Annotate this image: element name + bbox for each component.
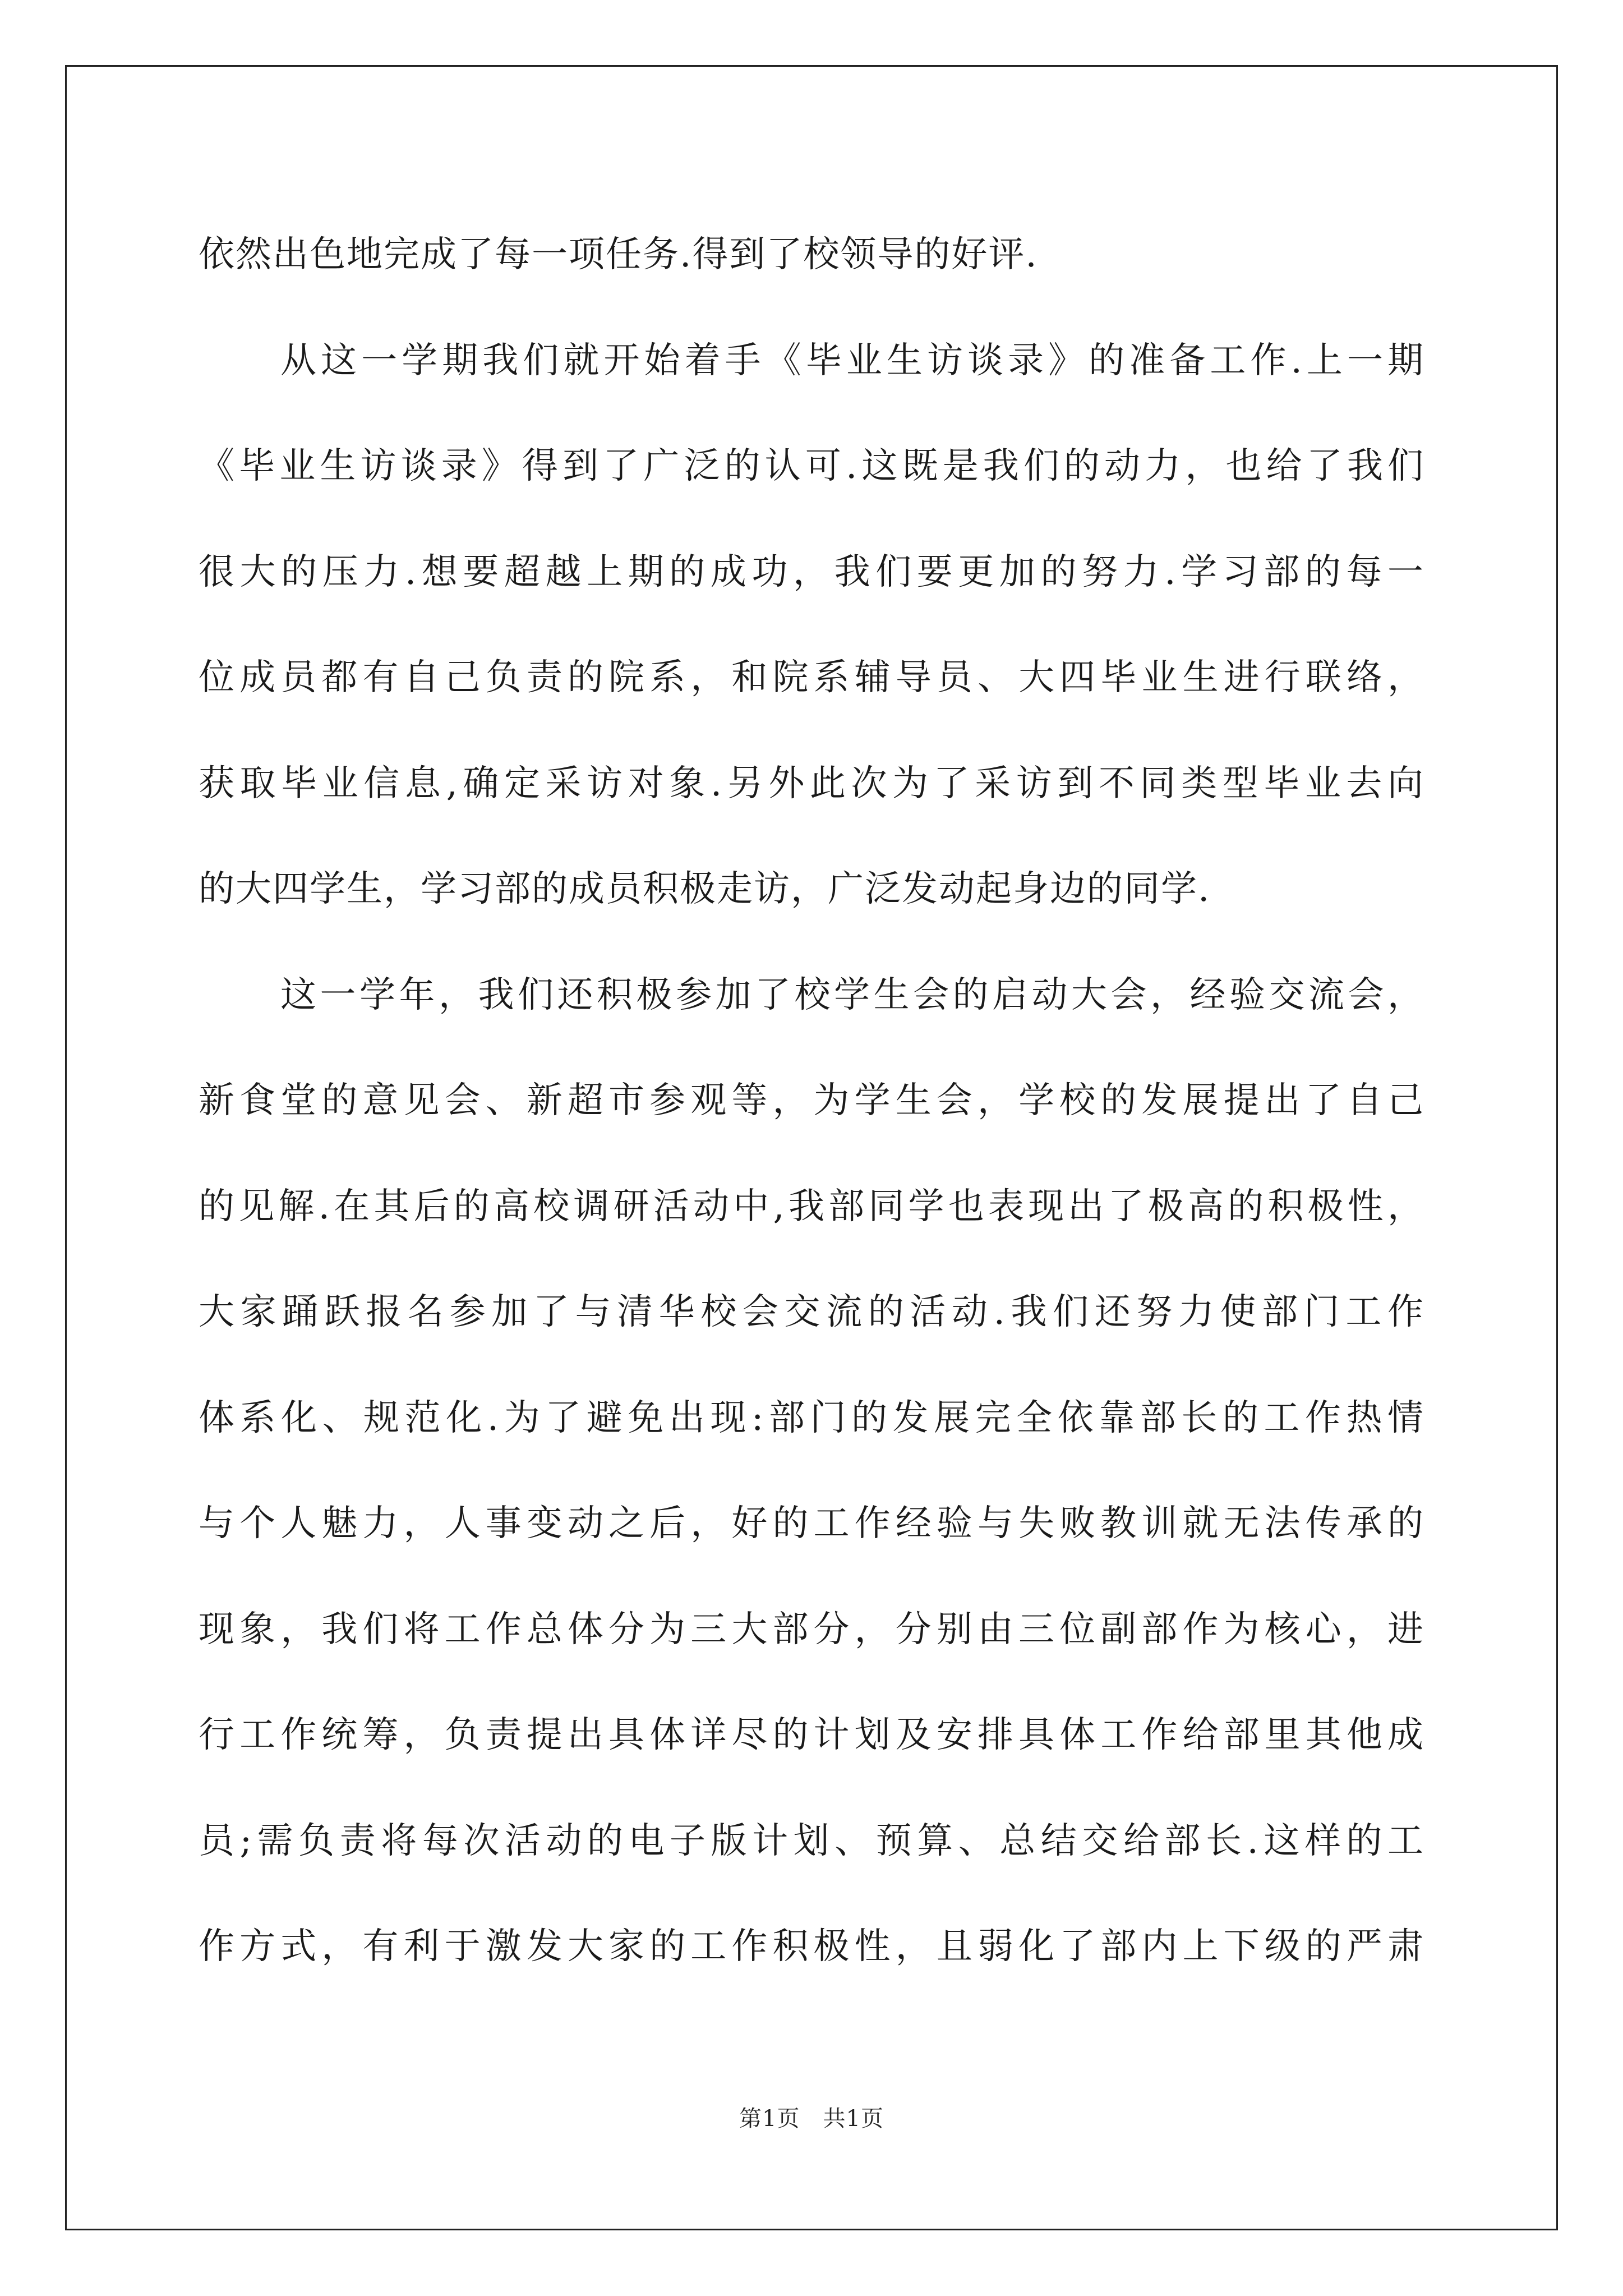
- text-line: 作方式，有利于激发大家的工作积极性，且弱化了部内上下级的严肃: [199, 1926, 1424, 1967]
- text-line: 从这一学期我们就开始着手《毕业生访谈录》的准备工作.上一期: [280, 339, 1424, 381]
- text-line: 体系化、规范化.为了避免出现:部门的发展完全依靠部长的工作热情: [199, 1397, 1424, 1439]
- page-footer: 第1页 共1页: [739, 2106, 884, 2132]
- text-line: 的见解.在其后的高校调研活动中,我部同学也表现出了极高的积极性，: [199, 1185, 1424, 1227]
- text-line: 很大的压力.想要超越上期的成功，我们要更加的努力.学习部的每一: [199, 551, 1424, 593]
- text-line: 获取毕业信息,确定采访对象.另外此次为了采访到不同类型毕业去向: [199, 762, 1424, 804]
- text-line: 位成员都有自己负责的院系，和院系辅导员、大四毕业生进行联络，: [199, 657, 1424, 698]
- text-line: 现象，我们将工作总体分为三大部分，分别由三位副部作为核心，进: [199, 1608, 1424, 1650]
- text-line: 新食堂的意见会、新超市参观等，为学生会，学校的发展提出了自己: [199, 1080, 1424, 1121]
- text-line: 员;需负责将每次活动的电子版计划、预算、总结交给部长.这样的工: [199, 1820, 1424, 1862]
- text-line: 《毕业生访谈录》得到了广泛的认可.这既是我们的动力，也给了我们: [199, 445, 1424, 487]
- text-line: 依然出色地完成了每一项任务.得到了校领导的好评.: [199, 234, 1038, 275]
- text-line: 大家踊跃报名参加了与清华校会交流的活动.我们还努力使部门工作: [199, 1291, 1424, 1333]
- text-line: 的大四学生，学习部的成员积极走访，广泛发动起身边的同学.: [199, 868, 1211, 910]
- text-line: 这一学年，我们还积极参加了校学生会的启动大会，经验交流会，: [280, 974, 1424, 1016]
- text-line: 行工作统筹，负责提出具体详尽的计划及安排具体工作给部里其他成: [199, 1714, 1424, 1756]
- text-line: 与个人魅力，人事变动之后，好的工作经验与失败教训就无法传承的: [199, 1503, 1424, 1544]
- document-body: [199, 202, 1424, 2000]
